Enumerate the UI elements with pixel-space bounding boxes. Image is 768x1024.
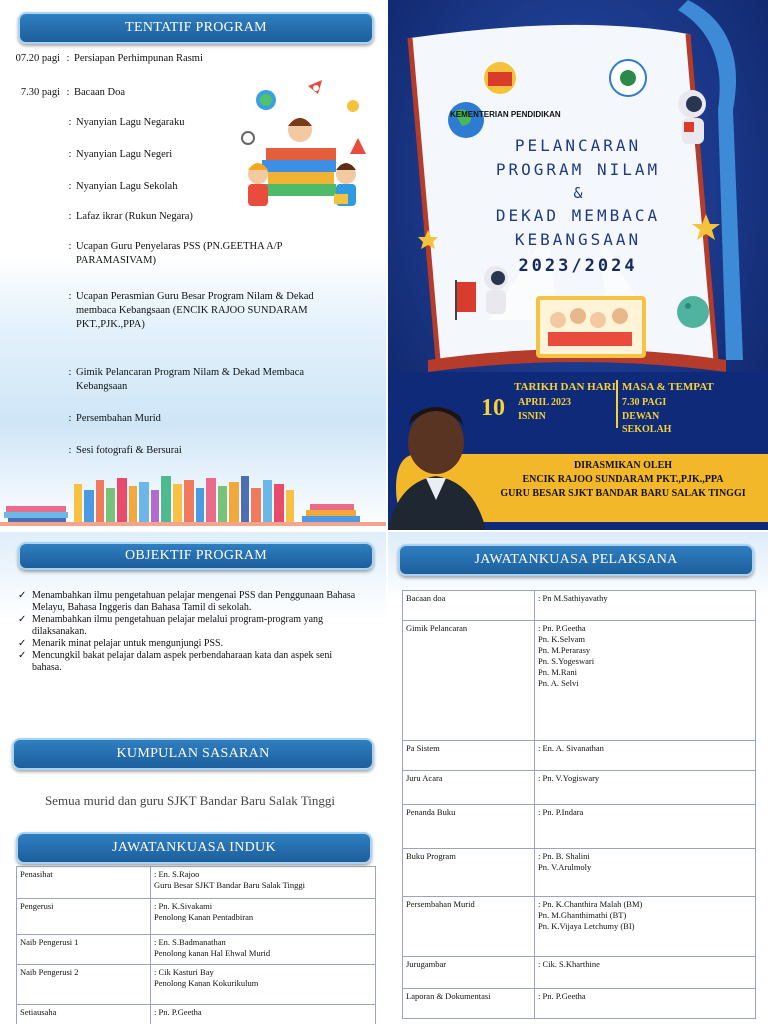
committee-row [403,957,756,989]
induk-header: JAWATANKUASA INDUK [16,832,372,864]
poster-ampersand: & [573,184,583,202]
committee-member: : En. S.Badmanathan [154,937,226,947]
schedule-item: Bacaan Doa [74,87,126,98]
check-icon: ✓ [18,638,27,649]
schedule-item: Ucapan Perasmian Guru Besar Program Nilam & Dekad membaca Kebangsaan (ENCIK RAJOO SUNDARAM PKT.,PJK.,PPA) [76,291,314,330]
committee-members [151,899,376,935]
committee-member: Penolong Kanan Kokurikulum [154,978,259,988]
committee-role: Naib Pengerusi 2 [17,965,151,1005]
schedule-time [0,290,64,332]
objektif-list [18,590,363,674]
committee-role: Gimik Pelancaran [403,621,535,741]
venue-divider [616,380,618,428]
committee-member: Pn. A. Selvi [538,678,579,688]
committee-role: Buku Program [403,849,535,897]
objektif-item-text: Menambahkan ilmu pengetahuan pelajar melalui program-program yang dilaksanakan. [32,614,324,637]
committee-member: Pn. K.Vijaya Letchumy (BI) [538,921,635,931]
schedule-time [0,210,64,224]
committee-member: : Cik. S.Kharthine [538,959,600,969]
committee-row [17,899,376,935]
schedule-row [0,444,316,458]
committee-row [403,897,756,957]
schedule-time [0,180,64,194]
committee-members [535,849,756,897]
schedule-item: Ucapan Guru Penyelaras PSS (PN.GEETHA A/P PARAMASIVAM) [76,241,283,266]
committee-role: Pa Sistem [403,741,535,771]
committee-row [17,867,376,899]
committee-member: : Pn. P.Indara [538,807,584,817]
schedule-colon: : [68,241,72,252]
schedule-time [0,412,64,426]
schedule-time: 7.30 pagi [20,87,60,98]
committee-member: : Pn. K.Sivakami [154,901,213,911]
committee-row [403,805,756,849]
schedule-row [0,240,316,268]
check-icon: ✓ [18,590,27,601]
schedule-time [0,366,64,394]
committee-members [151,935,376,965]
induk-table [16,866,376,1024]
date-day-number: 10 [481,395,505,421]
committee-members [535,989,756,1019]
objektif-item-text: Mencungkil bakat pelajar dalam aspek perbendaharaan kata dan aspek seni bahasa. [32,650,333,673]
schedule-row [0,52,314,66]
committee-role: Penasihat [17,867,151,899]
schedule-colon: : [68,117,72,128]
committee-row [17,1005,376,1024]
committee-row [403,771,756,805]
poster-panel [388,0,768,530]
committee-member: : Pn M.Sathiyavathy [538,593,608,603]
schedule-time [0,148,64,162]
committee-row [17,935,376,965]
poster-title-3: DEKAD MEMBACA [495,206,661,225]
objektif-item [18,590,363,614]
committee-row [403,849,756,897]
check-icon: ✓ [18,650,27,661]
committee-member: Pn. K.Selvam [538,634,585,644]
committee-member: : Cik Kasturi Bay [154,967,214,977]
schedule-colon: : [68,413,72,424]
date-header: TARIKH DAN HARI [514,381,616,393]
date-month: APRIL 2023 [518,397,572,408]
bookshelf-decoration [0,470,386,530]
committee-members [151,1005,376,1024]
schedule-colon: : [68,367,72,378]
committee-member: : Pn. K.Chanthira Malah (BM) [538,899,643,909]
tentatif-panel [0,0,386,530]
schedule-row [0,412,316,426]
committee-members [151,965,376,1005]
schedule-colon: : [68,445,72,456]
venue-time: 7.30 PAGI [622,397,667,408]
check-icon: ✓ [18,614,27,625]
schedule-colon: : [68,181,72,192]
sasaran-text: Semua murid dan guru SJKT Bandar Baru Salak Tinggi [44,793,336,808]
objektif-item [18,638,363,650]
schedule-item: Gimik Pelancaran Program Nilam & Dekad Membaca Kebangsaan [76,367,305,392]
committee-member: : Pn. P.Geetha [538,623,586,633]
committee-role: Laporan & Dokumentasi [403,989,535,1019]
committee-row [403,591,756,621]
ministry-label: KEMENTERIAN PENDIDIKAN [450,110,561,119]
committee-member: : Pn. V.Yogiswary [538,773,600,783]
committee-members [535,771,756,805]
venue-place-1: DEWAN [622,411,660,422]
committee-role: Bacaan doa [403,591,535,621]
committee-member: : En. S.Rajoo [154,869,200,879]
date-day: ISNIN [518,411,546,422]
schedule-time [0,240,64,268]
objektif-header: OBJEKTIF PROGRAM [18,542,374,570]
schedule-time [0,444,64,458]
schedule-time: 07.20 pagi [15,53,60,64]
schedule-item: Persiapan Perhimpunan Rasmi [74,53,203,64]
committee-member: Guru Besar SJKT Bandar Baru Salak Tinggi [154,880,305,890]
poster-years: 2023/2024 [518,256,638,276]
schedule-colon: : [68,211,72,222]
officiator-title: GURU BESAR SJKT BANDAR BARU SALAK TINGGI [500,488,746,499]
kids-reading-illustration [238,78,378,218]
venue-header: MASA & TEMPAT [622,381,714,393]
committee-members [151,867,376,899]
committee-row [403,741,756,771]
committee-members [535,805,756,849]
objektif-item-text: Menambahkan ilmu pengetahuan pelajar mengenai PSS dan Penggunaan Bahasa Melayu, Bahasa Inggeris dan Bahasa Tamil di sekolah. [32,590,356,613]
committee-role: Naib Pengerusi 1 [17,935,151,965]
committee-role: Persembahan Murid [403,897,535,957]
schedule-row [0,290,316,332]
committee-member: Pn. S.Yogeswari [538,656,595,666]
poster-title-1: PELANCARAN [514,136,642,155]
officiated-by-label: DIRASMIKAN OLEH [573,460,673,471]
schedule-time [0,116,64,130]
committee-role: Pengerusi [17,899,151,935]
committee-members [535,897,756,957]
committee-member: Pn. M.Ghanthimathi (BT) [538,910,627,920]
committee-member: : Pn. B. Shalini [538,851,590,861]
objektif-item-text: Menarik minat pelajar untuk mengunjungi PSS. [32,638,224,649]
schedule-item: Sesi fotografi & Bersurai [76,445,182,456]
tentatif-header: TENTATIF PROGRAM [18,12,374,44]
committee-member: Penolong kanan Hal Ehwal Murid [154,948,271,958]
committee-members [535,621,756,741]
schedule-item: Lafaz ikrar (Rukun Negara) [76,211,193,222]
committee-row [403,621,756,741]
poster-title-4: KEBANGSAAN [514,230,642,249]
committee-member: Pn. V.Arulmoly [538,862,592,872]
poster-title-2: PROGRAM NILAM [495,160,661,179]
schedule-colon: : [68,149,72,160]
objektif-item [18,614,363,638]
committee-member: Pn. M.Perarasy [538,645,591,655]
committee-member: Pn. M.Rani [538,667,577,677]
pelaksana-table [402,590,756,1019]
committee-member: : Pn. P.Geetha [154,1007,202,1017]
committee-role: Jurugambar [403,957,535,989]
venue-place-2: SEKOLAH [622,424,672,435]
sasaran-header: KUMPULAN SASARAN [12,738,374,770]
committee-members [535,741,756,771]
committee-members [535,591,756,621]
committee-role: Juru Acara [403,771,535,805]
committee-row [17,965,376,1005]
committee-row [403,989,756,1019]
committee-member: Penolong Kanan Pentadbiran [154,912,254,922]
committee-role: Setiausaha [17,1005,151,1024]
schedule-row [0,366,316,394]
pelaksana-header: JAWATANKUASA PELAKSANA [398,544,754,576]
committee-members [535,957,756,989]
officiator-name: ENCIK RAJOO SUNDARAM PKT.,PJK.,PPA [522,474,724,485]
committee-member: : Pn. P.Geetha [538,991,586,1001]
schedule-colon: : [66,87,70,98]
schedule-item: Nyanyian Lagu Negeri [76,149,173,160]
schedule-item: Nyanyian Lagu Sekolah [76,181,178,192]
committee-role: Penanda Buku [403,805,535,849]
schedule-item: Nyanyian Lagu Negaraku [76,117,185,128]
schedule-colon: : [68,291,72,302]
schedule-colon: : [66,53,70,64]
schedule-item: Persembahan Murid [76,413,161,424]
objektif-item [18,650,363,674]
committee-member: : En. A. Sivanathan [538,743,604,753]
